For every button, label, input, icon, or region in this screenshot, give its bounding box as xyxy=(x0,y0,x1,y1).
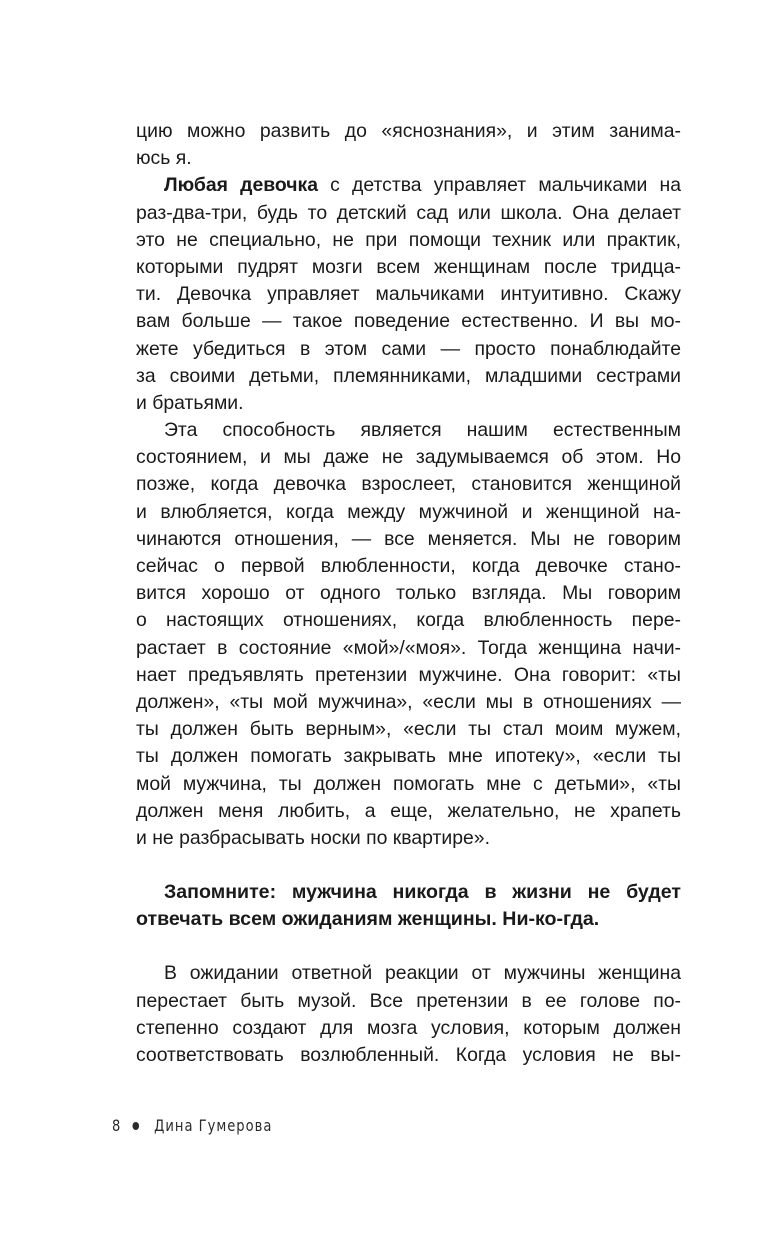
text-line: вам больше — такое поведение естественно. И вы мо- xyxy=(136,310,681,333)
text-line: ти. Девочка управляет мальчиками интуитивно. Скажу xyxy=(136,283,681,306)
text-line: за своими детьми, племянниками, младшими сестрами xyxy=(136,364,681,387)
text-line: должен», «ты мой мужчина», «если мы в отношениях — xyxy=(136,690,681,713)
text-line: это не специально, не при помощи техник или практик, xyxy=(136,228,681,251)
text-line: о настоящих отношениях, когда влюбленность пере- xyxy=(136,609,681,632)
book-page-text xyxy=(136,118,681,1069)
paragraph-3 xyxy=(136,417,681,852)
text-line: перестает быть музой. Все претензии в ее голове по- xyxy=(136,989,681,1012)
paragraph-4 xyxy=(136,960,681,1069)
emphasis-callout xyxy=(136,879,681,933)
text-line: В ожидании ответной реакции от мужчины женщина xyxy=(164,962,681,985)
bullet-separator xyxy=(133,1122,140,1130)
text-fragment: с детства управляет мальчиками на xyxy=(318,174,681,197)
text-line: ты должен помогать закрывать мне ипотеку», «если ты xyxy=(136,745,681,768)
page-footer xyxy=(112,1114,272,1138)
text-line: цию можно развить до «яснознания», и этим занима- xyxy=(136,120,681,142)
text-line: растает в состояние «мой»/«моя». Тогда женщина начи- xyxy=(136,636,681,659)
lead-phrase: Любая девочка xyxy=(164,174,319,197)
text-line: и влюбляется, когда между мужчиной и женщиной на- xyxy=(136,500,681,523)
text-line: степенно создают для мозга условия, которым должен xyxy=(136,1016,681,1039)
page-number: 8 xyxy=(112,1116,122,1135)
text-line: состоянием, и мы даже не задумываемся об этом. Но xyxy=(136,446,681,469)
text-line: Эта способность является нашим естественным xyxy=(164,419,681,442)
paragraph-2 xyxy=(136,172,681,417)
text-line: которыми пудрят мозги всем женщинам после тридца- xyxy=(136,255,681,278)
text-line: юсь я. xyxy=(136,147,192,170)
text-line: жете убедиться в этом сами — просто понаблюдайте xyxy=(136,337,681,360)
text-line: ты должен быть верным», «если ты стал моим мужем, xyxy=(136,718,681,741)
paragraph-1 xyxy=(136,118,681,172)
text-line: должен меня любить, а еще, желательно, не храпеть xyxy=(136,799,681,822)
text-line: чинаются отношения, — все меняется. Мы не говорим xyxy=(136,527,681,550)
text-line: соответствовать возлюбленный. Когда условия не вы- xyxy=(136,1044,681,1066)
text-line: сейчас о первой влюбленности, когда девочке стано- xyxy=(136,555,681,577)
text-line xyxy=(136,172,681,199)
author-name: Дина Гумерова xyxy=(154,1116,273,1135)
emphasis-line: отвечать всем ожиданиям женщины. Ни-ко-гда. xyxy=(136,908,600,931)
text-line: позже, когда девочка взрослеет, становится женщиной xyxy=(136,473,681,496)
text-line: нает предъявлять претензии мужчине. Она говорит: «ты xyxy=(136,663,681,686)
emphasis-line: Запомните: мужчина никогда в жизни не будет xyxy=(164,881,681,904)
text-line: мой мужчина, ты должен помогать мне с детьми», «ты xyxy=(136,772,681,795)
text-line: раз-два-три, будь то детский сад или школа. Она делает xyxy=(136,201,681,224)
text-line: и не разбрасывать носки по квартире». xyxy=(136,826,490,849)
text-line: и братьями. xyxy=(136,391,244,414)
text-line: вится хорошо от одного только взгляда. Мы говорим xyxy=(136,582,681,605)
